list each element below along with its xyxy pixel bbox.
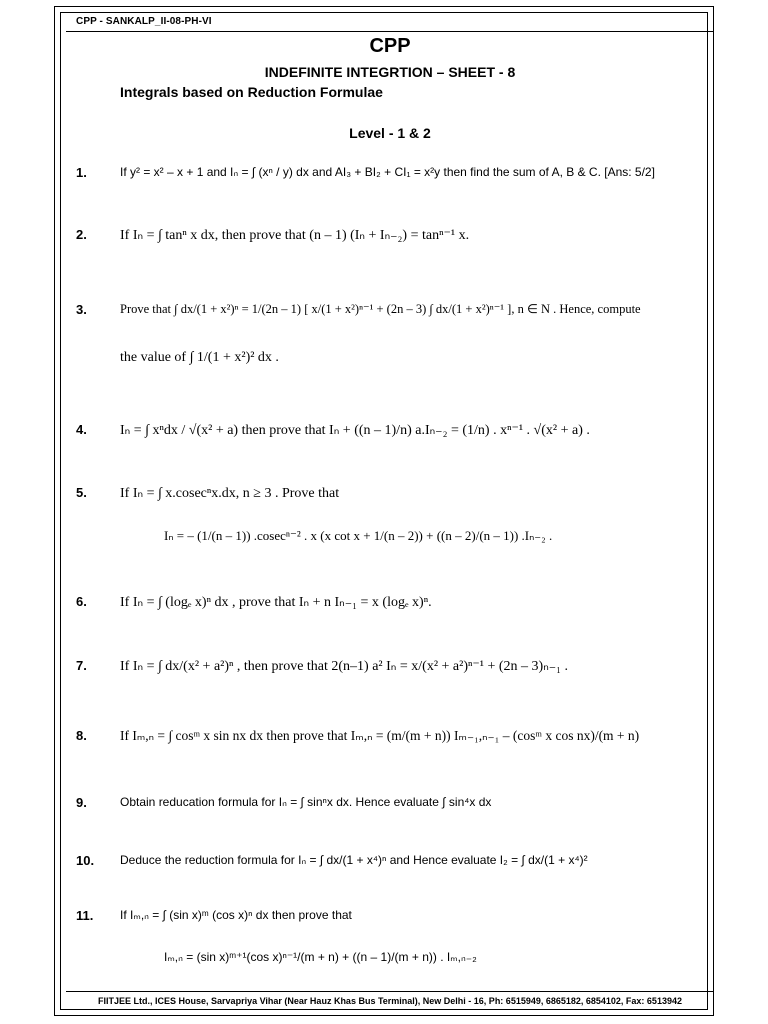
question-number: 11. [76, 908, 94, 923]
footer-rule [66, 991, 714, 992]
question-text: Iₙ = ∫ xⁿdx / √(x² + a) then prove that Iₙ + ((n – 1)/n) a.Iₙ₋₂ = (1/n) . xⁿ⁻¹ . √(x² + a) . [120, 423, 590, 438]
question-text: If Iₙ = ∫ dx/(x² + a²)ⁿ , then prove that 2(n–1) a² Iₙ = x/(x² + a²)ⁿ⁻¹ + (2n – 3)ₙ₋₁ . [120, 659, 569, 674]
question-text: Obtain reducation formula for Iₙ = ∫ sinⁿx dx. Hence evaluate ∫ sin⁴x dx [120, 795, 492, 809]
question-text: Deduce the reduction formula for Iₙ = ∫ dx/(1 + x⁴)ⁿ and Hence evaluate I₂ = ∫ dx/(1 + x⁴)² [120, 853, 588, 867]
question-number: 1. [76, 165, 87, 180]
question-number: 8. [76, 728, 87, 743]
document-code: CPP - SANKALP_II-08-PH-VI [76, 16, 212, 27]
question-number: 3. [76, 302, 87, 317]
question-text: If Iₙ = ∫ x.cosecⁿx.dx, n ≥ 3 . Prove that [120, 486, 340, 501]
level-heading: Level - 1 & 2 [349, 125, 431, 141]
question-3-continuation: the value of ∫ 1/(1 + x²)² dx . [120, 350, 279, 365]
question-number: 10. [76, 853, 95, 868]
header-rule [66, 31, 714, 32]
question-number: 4. [76, 422, 87, 437]
sheet-title: INDEFINITE INTEGRTION – SHEET - 8 [264, 64, 516, 80]
footer-address: FIITJEE Ltd., ICES House, Sarvapriya Vihar (Near Hauz Khas Bus Terminal), New Delhi - 16, Ph: 6515949, 6865182, 6854102, Fax: 6513942 [98, 996, 682, 1006]
question-5-continuation: Iₙ = – (1/(n – 1)) .cosecⁿ⁻² . x (x cot x + 1/(n – 2)) + ((n – 2)/(n – 1)) .Iₙ₋₂ . [164, 528, 553, 543]
page-title: CPP [369, 35, 411, 57]
question-number: 2. [76, 227, 87, 242]
question-text: If Iₙ = ∫ tanⁿ x dx, then prove that (n – 1) (Iₙ + Iₙ₋₂) = tanⁿ⁻¹ x. [120, 228, 470, 243]
question-number: 9. [76, 795, 87, 810]
question-11-continuation: Iₘ,ₙ = (sin x)ᵐ⁺¹(cos x)ⁿ⁻¹/(m + n) + ((n – 1)/(m + n)) . Iₘ,ₙ₋₂ [164, 950, 477, 964]
section-subtitle: Integrals based on Reduction Formulae [120, 84, 383, 100]
question-text: If y² = x² – x + 1 and Iₙ = ∫ (xⁿ / y) dx and AI₃ + BI₂ + CI₁ = x²y then find the sum of A, B & C. [Ans: 5/2] [120, 165, 655, 179]
question-number: 6. [76, 594, 87, 609]
question-text: If Iₘ,ₙ = ∫ (sin x)ᵐ (cos x)ⁿ dx then prove that [120, 908, 352, 922]
question-number: 5. [76, 485, 87, 500]
question-text: If Iₙ = ∫ (logₑ x)ⁿ dx , prove that Iₙ + n Iₙ₋₁ = x (logₑ x)ⁿ. [120, 595, 432, 610]
question-text: Prove that ∫ dx/(1 + x²)ⁿ = 1/(2n – 1) [ x/(1 + x²)ⁿ⁻¹ + (2n – 3) ∫ dx/(1 + x²)ⁿ⁻¹ ], n ∈ N . Hence, compute [120, 302, 641, 316]
question-text: If Iₘ,ₙ = ∫ cosᵐ x sin nx dx then prove that Iₘ,ₙ = (m/(m + n)) Iₘ₋₁,ₙ₋₁ – (cosᵐ x cos nx)/(m + n) [120, 728, 640, 743]
question-number: 7. [76, 658, 87, 673]
